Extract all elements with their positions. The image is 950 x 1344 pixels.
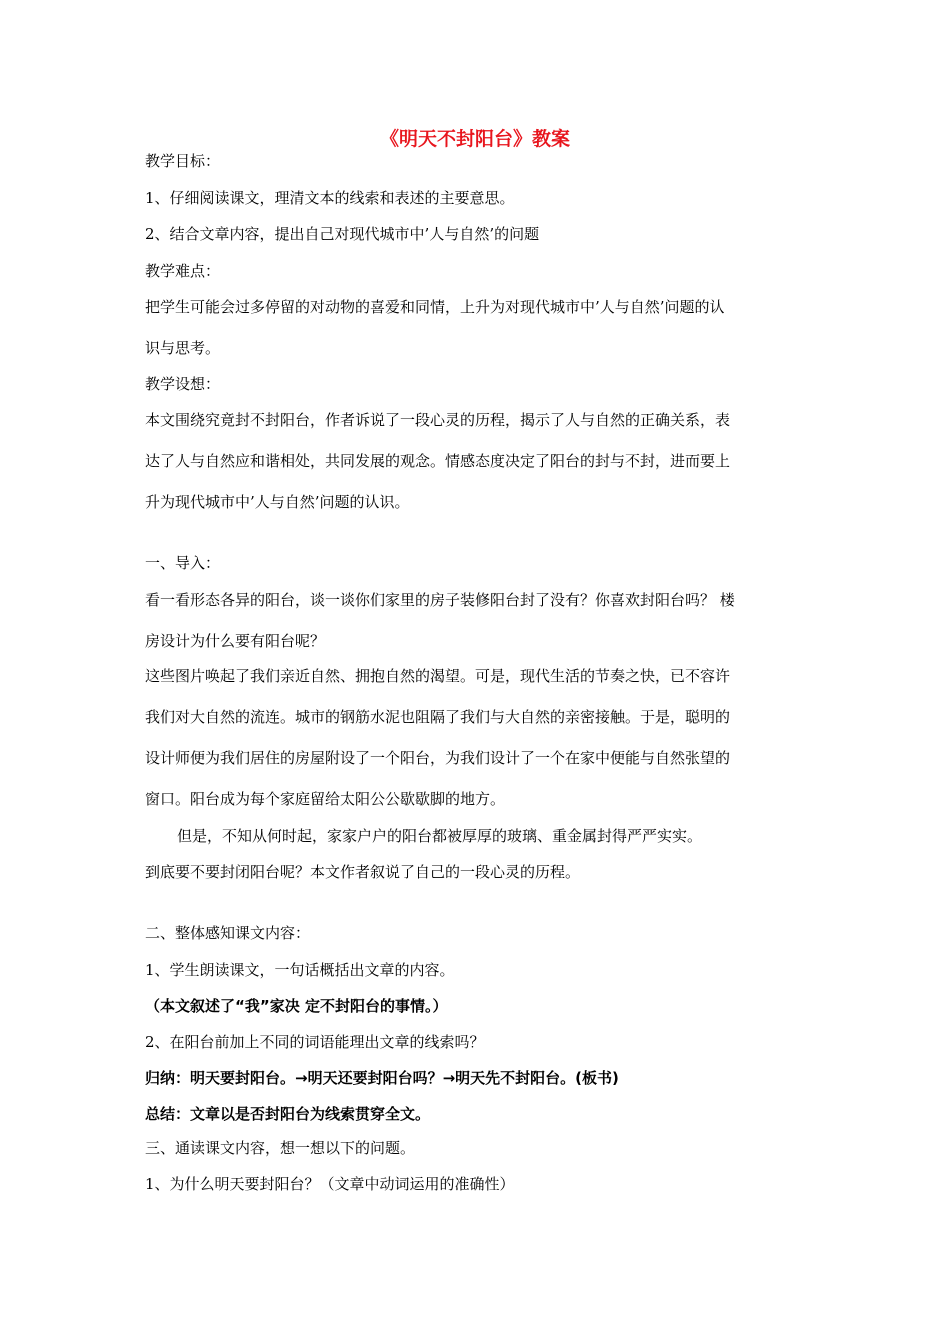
overall-summary: 总结：文章以是否封阳台为线索贯穿全文。 (145, 1105, 431, 1123)
intro-heading: 一、导入： (145, 554, 221, 572)
intro-paragraph-line: 到底要不要封闭阳台呢？本文作者叙说了自己的一段心灵的历程。 (145, 863, 581, 881)
reading-heading: 三、通读课文内容，想一想以下的问题。 (145, 1139, 416, 1157)
overall-question-2: 2、在阳台前加上不同的词语能理出文章的线索吗？ (145, 1033, 485, 1051)
design-heading: 教学设想： (145, 375, 221, 393)
objectives-heading: 教学目标： (145, 152, 221, 170)
design-line: 达了人与自然应和谐相处，共同发展的观念。情感态度决定了阳台的封与不封，进而要上 (145, 452, 731, 470)
overall-answer-2: 归纳：明天要封阳台。→明天还要封阳台吗？→明天先不封阳台。(板书) (145, 1069, 619, 1087)
intro-paragraph-line: 这些图片唤起了我们亲近自然、拥抱自然的渴望。可是，现代生活的节奏之快，已不容许 (145, 667, 731, 685)
intro-paragraph-line: 我们对大自然的流连。城市的钢筋水泥也阻隔了我们与大自然的亲密接触。于是，聪明的 (145, 708, 731, 726)
reading-question-1: 1、为什么明天要封阳台？（文章中动词运用的准确性） (145, 1175, 515, 1193)
design-line: 升为现代城市中’人与自然’问题的认识。 (145, 493, 410, 511)
intro-paragraph-line: 设计师便为我们居住的房屋附设了一个阳台，为我们设计了一个在家中便能与自然张望的 (145, 749, 731, 767)
intro-paragraph-line: 房设计为什么要有阳台呢？ (145, 632, 326, 650)
difficulty-line: 把学生可能会过多停留的对动物的喜爱和同情，上升为对现代城市中’人与自然’问题的认 (145, 298, 725, 316)
document-title: 《明天不封阳台》教案 (379, 128, 570, 150)
design-line: 本文围绕究竟封不封阳台，作者诉说了一段心灵的历程，揭示了人与自然的正确关系，表 (145, 411, 731, 429)
difficulty-heading: 教学难点： (145, 262, 221, 280)
overall-heading: 二、整体感知课文内容： (145, 924, 311, 942)
intro-paragraph-line: 但是，不知从何时起，家家户户的阳台都被厚厚的玻璃、重金属封得严严实实。 (177, 827, 703, 845)
overall-answer-1: （本文叙述了“我”家决 定不封阳台的事情。） (145, 997, 448, 1015)
intro-paragraph-line: 看一看形态各异的阳台，谈一谈你们家里的房子装修阳台封了没有？你喜欢封阳台吗？ 楼 (145, 591, 735, 609)
objective-item-2: 2、结合文章内容，提出自己对现代城市中’人与自然’的问题 (145, 225, 540, 243)
overall-question-1: 1、学生朗读课文，一句话概括出文章的内容。 (145, 961, 455, 979)
objective-item-1: 1、仔细阅读课文，理清文本的线索和表述的主要意思。 (145, 189, 515, 207)
intro-paragraph-line: 窗口。阳台成为每个家庭留给太阳公公歇歇脚的地方。 (145, 790, 506, 808)
difficulty-line: 识与思考。 (145, 339, 221, 357)
